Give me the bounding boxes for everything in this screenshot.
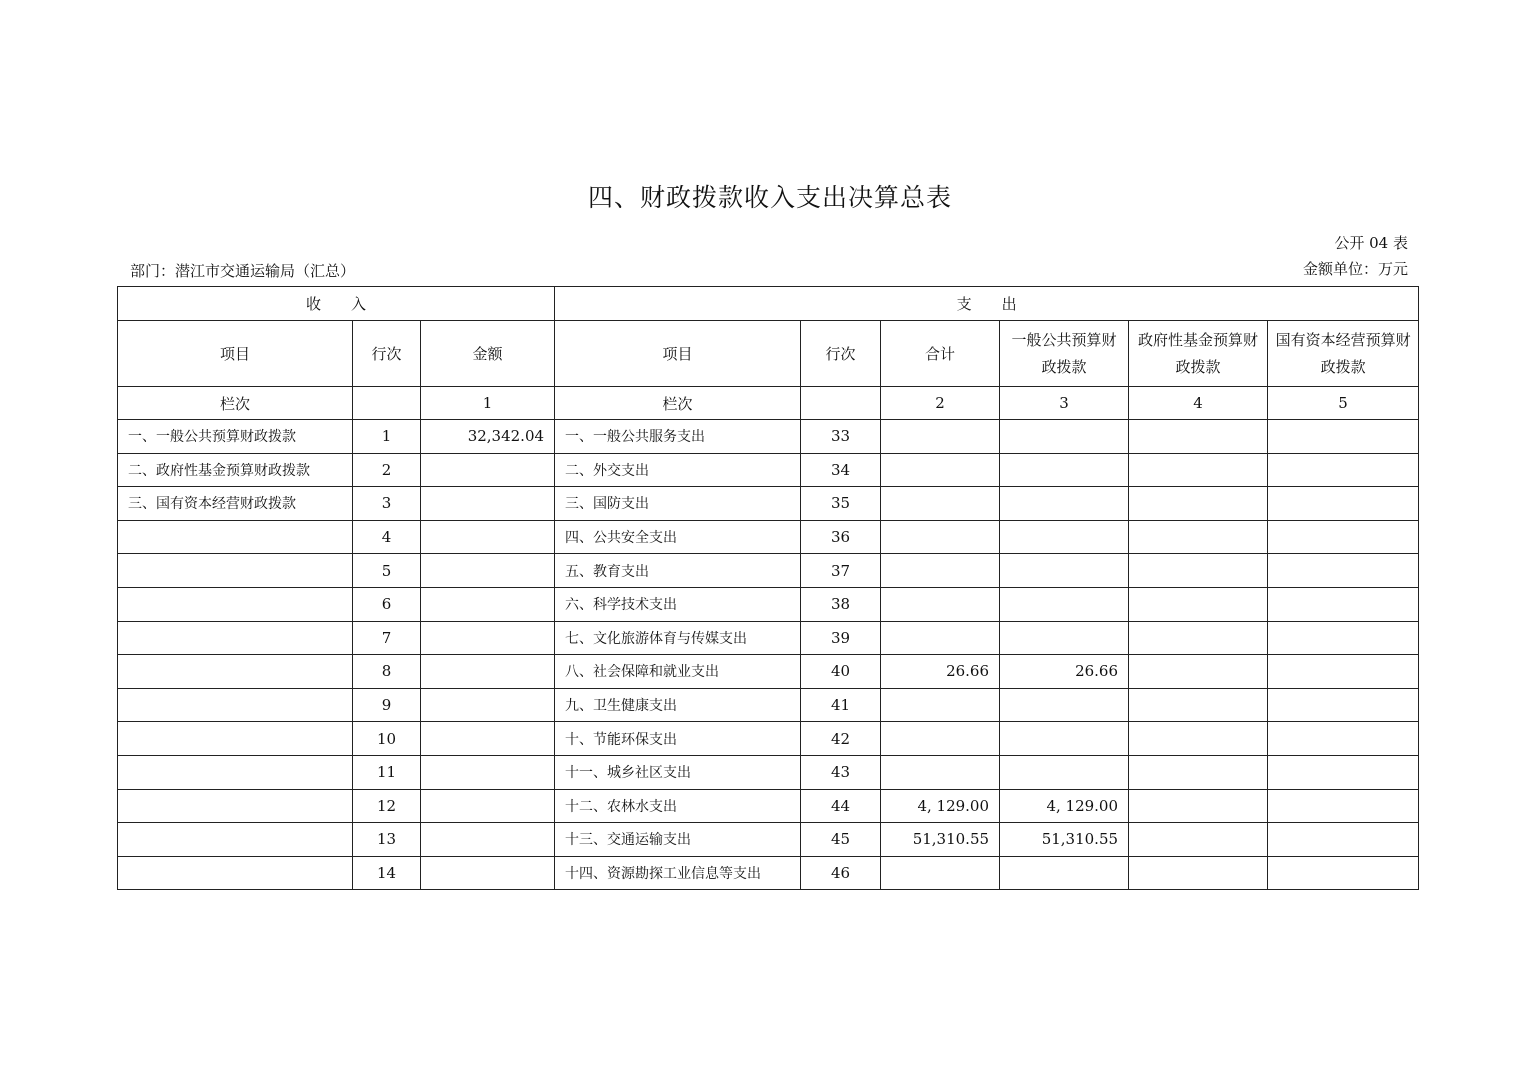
- state-capital-cell: [1268, 755, 1419, 789]
- income-amount-cell: [421, 621, 555, 655]
- state-capital-cell: [1268, 655, 1419, 689]
- table-row: [118, 688, 1419, 722]
- fund-budget-cell: [1129, 520, 1268, 554]
- table-row: [118, 856, 1419, 890]
- income-line-no-cell: 2: [353, 453, 421, 487]
- expense-line-no-cell: 40: [801, 655, 881, 689]
- column-row-amount: 1: [421, 387, 555, 420]
- income-amount-cell: [421, 587, 555, 621]
- state-capital-cell: [1268, 722, 1419, 756]
- fund-budget-cell: [1129, 755, 1268, 789]
- column-row-label: 栏次: [118, 387, 353, 420]
- expense-line-no-cell: 44: [801, 789, 881, 823]
- fund-budget-cell: [1129, 856, 1268, 890]
- expense-item-cell: 三、国防支出: [555, 487, 801, 521]
- expense-item-cell: 七、文化旅游体育与传媒支出: [555, 621, 801, 655]
- department-label: 部门：潜江市交通运输局（汇总）: [130, 262, 356, 280]
- income-amount-cell: [421, 823, 555, 857]
- income-amount-cell: [421, 755, 555, 789]
- general-budget-header: 一般公共预算财政拨款: [1000, 321, 1129, 387]
- expense-item-cell: 十四、资源勘探工业信息等支出: [555, 856, 801, 890]
- general-budget-cell: [1000, 722, 1129, 756]
- income-amount-cell: [421, 856, 555, 890]
- total-cell: [881, 621, 1000, 655]
- expense-line-no-cell: 38: [801, 587, 881, 621]
- expense-line-no-cell: 34: [801, 453, 881, 487]
- fund-budget-cell: [1129, 554, 1268, 588]
- income-item-cell: [118, 688, 353, 722]
- state-capital-cell: [1268, 688, 1419, 722]
- total-cell: [881, 755, 1000, 789]
- column-row-exp-label: 栏次: [555, 387, 801, 420]
- fund-budget-cell: [1129, 420, 1268, 454]
- state-capital-cell: [1268, 420, 1419, 454]
- fund-budget-cell: [1129, 688, 1268, 722]
- general-budget-cell: [1000, 453, 1129, 487]
- column-row-total: 2: [881, 387, 1000, 420]
- total-cell: [881, 420, 1000, 454]
- expense-item-cell: 十、节能环保支出: [555, 722, 801, 756]
- expense-item-header: 项目: [555, 321, 801, 387]
- state-capital-cell: [1268, 554, 1419, 588]
- income-line-no-cell: 4: [353, 520, 421, 554]
- expense-line-no-cell: 37: [801, 554, 881, 588]
- fund-budget-header: 政府性基金预算财政拨款: [1129, 321, 1268, 387]
- income-item-cell: [118, 587, 353, 621]
- general-budget-cell: [1000, 554, 1129, 588]
- column-row-state: 5: [1268, 387, 1419, 420]
- table-row: [118, 554, 1419, 588]
- income-line-no-cell: 12: [353, 789, 421, 823]
- state-capital-header: 国有资本经营预算财政拨款: [1268, 321, 1419, 387]
- expense-item-cell: 五、教育支出: [555, 554, 801, 588]
- column-row-empty: [353, 387, 421, 420]
- state-capital-cell: [1268, 823, 1419, 857]
- table-row: [118, 823, 1419, 857]
- total-cell: [881, 722, 1000, 756]
- income-item-cell: [118, 520, 353, 554]
- fund-budget-cell: [1129, 453, 1268, 487]
- total-cell: [881, 453, 1000, 487]
- total-cell: [881, 520, 1000, 554]
- income-line-no-cell: 3: [353, 487, 421, 521]
- income-line-no-header: 行次: [353, 321, 421, 387]
- total-header: 合计: [881, 321, 1000, 387]
- state-capital-cell: [1268, 621, 1419, 655]
- general-budget-cell: 4, 129.00: [1000, 789, 1129, 823]
- income-item-cell: [118, 789, 353, 823]
- income-item-cell: [118, 856, 353, 890]
- income-item-cell: 三、国有资本经营财政拨款: [118, 487, 353, 521]
- page-title: 四、财政拨款收入支出决算总表: [587, 183, 952, 212]
- table-row: [118, 453, 1419, 487]
- expense-item-cell: 十三、交通运输支出: [555, 823, 801, 857]
- expense-line-no-cell: 41: [801, 688, 881, 722]
- state-capital-cell: [1268, 487, 1419, 521]
- total-cell: 26.66: [881, 655, 1000, 689]
- income-line-no-cell: 1: [353, 420, 421, 454]
- total-cell: [881, 688, 1000, 722]
- income-amount-header: 金额: [421, 321, 555, 387]
- expense-line-no-cell: 36: [801, 520, 881, 554]
- income-item-cell: 二、政府性基金预算财政拨款: [118, 453, 353, 487]
- total-cell: 4, 129.00: [881, 789, 1000, 823]
- general-budget-cell: [1000, 755, 1129, 789]
- income-item-cell: [118, 755, 353, 789]
- general-budget-cell: 26.66: [1000, 655, 1129, 689]
- table-row: [118, 755, 1419, 789]
- income-amount-cell: [421, 554, 555, 588]
- expense-line-no-cell: 35: [801, 487, 881, 521]
- income-amount-cell: [421, 789, 555, 823]
- income-header: 收 入: [118, 287, 555, 321]
- income-item-cell: [118, 722, 353, 756]
- form-number: 公开 04 表: [1334, 234, 1408, 252]
- fund-budget-cell: [1129, 487, 1268, 521]
- income-amount-cell: [421, 487, 555, 521]
- expense-item-cell: 八、社会保障和就业支出: [555, 655, 801, 689]
- income-line-no-cell: 5: [353, 554, 421, 588]
- general-budget-cell: [1000, 688, 1129, 722]
- expense-line-no-cell: 43: [801, 755, 881, 789]
- expense-item-cell: 一、一般公共服务支出: [555, 420, 801, 454]
- income-item-cell: [118, 621, 353, 655]
- expense-line-no-header: 行次: [801, 321, 881, 387]
- total-cell: [881, 856, 1000, 890]
- total-cell: [881, 487, 1000, 521]
- expense-item-cell: 十二、农林水支出: [555, 789, 801, 823]
- table-row: [118, 722, 1419, 756]
- table-row: [118, 487, 1419, 521]
- expense-item-cell: 十一、城乡社区支出: [555, 755, 801, 789]
- income-amount-cell: [421, 655, 555, 689]
- income-amount-cell: [421, 520, 555, 554]
- expense-line-no-cell: 42: [801, 722, 881, 756]
- general-budget-cell: [1000, 420, 1129, 454]
- general-budget-cell: [1000, 856, 1129, 890]
- table-row: [118, 587, 1419, 621]
- expense-item-cell: 九、卫生健康支出: [555, 688, 801, 722]
- income-amount-cell: [421, 722, 555, 756]
- fund-budget-cell: [1129, 789, 1268, 823]
- expense-header: 支 出: [555, 287, 1419, 321]
- fund-budget-cell: [1129, 655, 1268, 689]
- expense-line-no-cell: 45: [801, 823, 881, 857]
- total-cell: 51,310.55: [881, 823, 1000, 857]
- column-row-exp-empty: [801, 387, 881, 420]
- table-row: [118, 621, 1419, 655]
- fund-budget-cell: [1129, 621, 1268, 655]
- income-item-cell: 一、一般公共预算财政拨款: [118, 420, 353, 454]
- final-accounts-table: [117, 286, 1419, 890]
- income-amount-cell: [421, 453, 555, 487]
- fund-budget-cell: [1129, 587, 1268, 621]
- total-cell: [881, 587, 1000, 621]
- state-capital-cell: [1268, 789, 1419, 823]
- expense-item-cell: 二、外交支出: [555, 453, 801, 487]
- general-budget-cell: [1000, 621, 1129, 655]
- table-row: [118, 655, 1419, 689]
- income-item-cell: [118, 655, 353, 689]
- income-line-no-cell: 8: [353, 655, 421, 689]
- income-item-cell: [118, 554, 353, 588]
- expense-item-cell: 四、公共安全支出: [555, 520, 801, 554]
- general-budget-cell: [1000, 587, 1129, 621]
- general-budget-cell: [1000, 520, 1129, 554]
- general-budget-cell: 51,310.55: [1000, 823, 1129, 857]
- income-amount-cell: [421, 688, 555, 722]
- table-row: [118, 420, 1419, 454]
- total-cell: [881, 554, 1000, 588]
- column-row-fund: 4: [1129, 387, 1268, 420]
- income-line-no-cell: 10: [353, 722, 421, 756]
- expense-line-no-cell: 39: [801, 621, 881, 655]
- state-capital-cell: [1268, 856, 1419, 890]
- expense-item-cell: 六、科学技术支出: [555, 587, 801, 621]
- fund-budget-cell: [1129, 722, 1268, 756]
- income-line-no-cell: 11: [353, 755, 421, 789]
- income-amount-cell: 32,342.04: [421, 420, 555, 454]
- income-line-no-cell: 14: [353, 856, 421, 890]
- fund-budget-cell: [1129, 823, 1268, 857]
- expense-line-no-cell: 33: [801, 420, 881, 454]
- income-line-no-cell: 13: [353, 823, 421, 857]
- income-item-cell: [118, 823, 353, 857]
- state-capital-cell: [1268, 453, 1419, 487]
- income-line-no-cell: 9: [353, 688, 421, 722]
- income-item-header: 项目: [118, 321, 353, 387]
- income-line-no-cell: 6: [353, 587, 421, 621]
- table-row: [118, 789, 1419, 823]
- amount-unit: 金额单位：万元: [1302, 260, 1408, 278]
- table-row: [118, 520, 1419, 554]
- general-budget-cell: [1000, 487, 1129, 521]
- state-capital-cell: [1268, 587, 1419, 621]
- income-line-no-cell: 7: [353, 621, 421, 655]
- expense-line-no-cell: 46: [801, 856, 881, 890]
- column-row-general: 3: [1000, 387, 1129, 420]
- state-capital-cell: [1268, 520, 1419, 554]
